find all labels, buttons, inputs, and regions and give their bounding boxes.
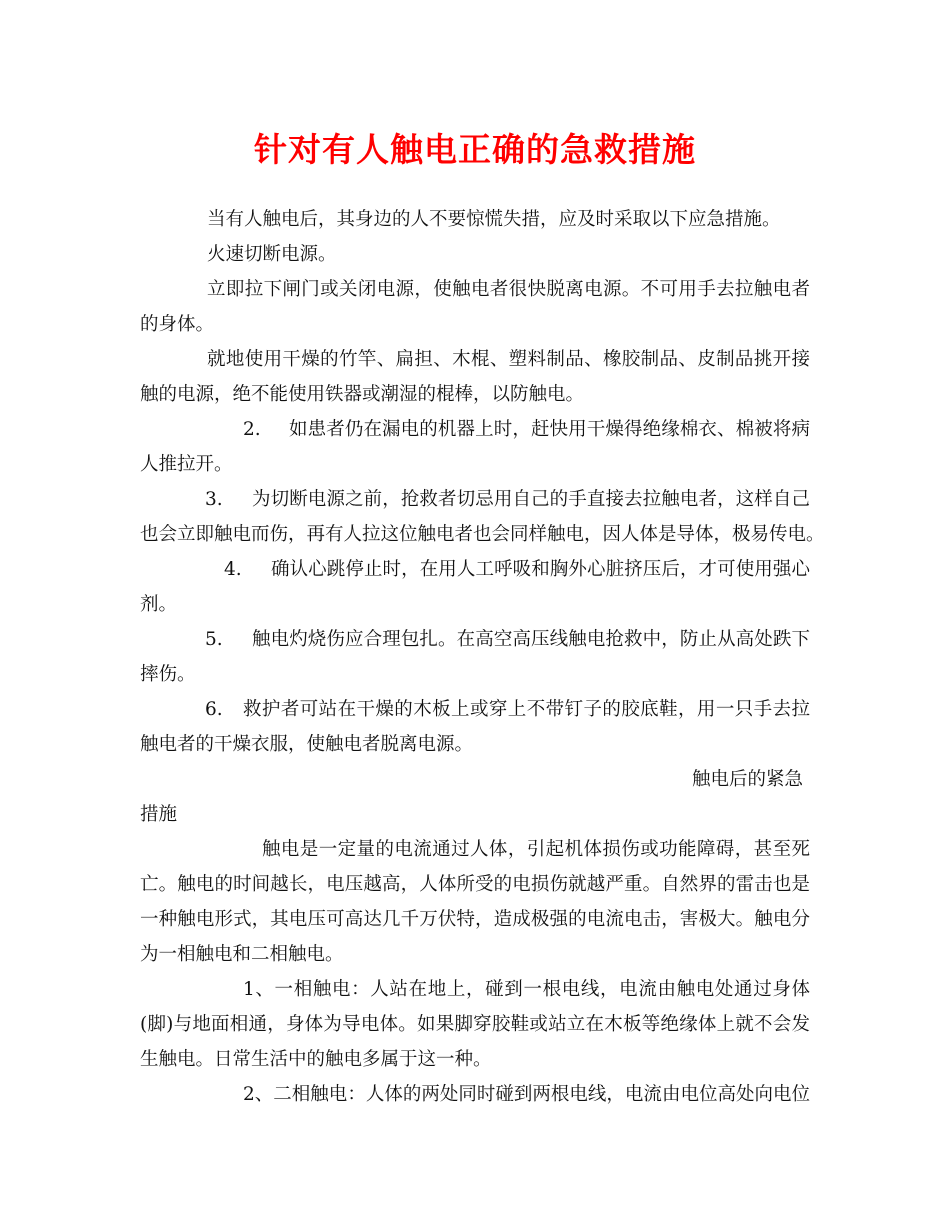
text-line: 也会立即触电而伤，再有人拉这位触电者也会同样触电，因人体是导体，极易传电。 [140, 524, 825, 545]
text-line: 生触电。日常生活中的触电多属于这一种。 [140, 1049, 492, 1070]
item-number: 5. [205, 629, 223, 650]
text-line: 火速切断电源。 [207, 244, 337, 265]
text-line: 为切断电源之前，抢救者切忌用自己的手直接去拉触电者，这样自己 [252, 489, 810, 510]
item-number: 6. [205, 699, 223, 720]
item-number: 4. [224, 559, 242, 580]
page-title: 针对有人触电正确的急救措施 [254, 130, 696, 169]
section-heading: 触电后的紧急 [692, 769, 804, 790]
text-line: 确认心跳停止时，在用人工呼吸和胸外心脏挤压后，才可使用强心 [271, 559, 810, 580]
text-line: 亡。触电的时间越长，电压越高，人体所受的电损伤就越严重。自然界的雷击也是 [140, 874, 810, 895]
text-line: 如患者仍在漏电的机器上时，赶快用干燥得绝缘棉衣、棉被将病 [289, 419, 810, 440]
text-line: 当有人触电后，其身边的人不要惊慌失措，应及时采取以下应急措施。 [207, 209, 781, 230]
text-line: 触的电源，绝不能使用铁器或潮湿的棍棒，以防触电。 [140, 384, 585, 405]
text-line: 立即拉下闸门或关闭电源，使触电者很快脱离电源。不可用手去拉触电者 [207, 279, 810, 300]
item-number: 3. [205, 489, 223, 510]
text-line: 摔伤。 [140, 664, 196, 685]
text-line: 救护者可站在干燥的木板上或穿上不带钉子的胶底鞋，用一只手去拉 [243, 699, 810, 720]
text-line: 为一相触电和二相触电。 [140, 944, 344, 965]
item-number: 2. [243, 419, 261, 440]
text-line: 剂。 [140, 594, 178, 615]
text-line: 2、二相触电：人体的两处同时碰到两根电线，电流由电位高处向电位 [243, 1084, 810, 1105]
text-line: 触电是一定量的电流通过人体，引起机体损伤或功能障碍，甚至死 [262, 839, 810, 860]
text-line: 人推拉开。 [140, 454, 233, 475]
section-heading-continued: 措施 [140, 804, 178, 825]
text-line: (脚)与地面相通，身体为导电体。如果脚穿胶鞋或站立在木板等绝缘体上就不会发 [140, 1014, 810, 1035]
text-line: 1、一相触电：人站在地上，碰到一根电线，电流由触电处通过身体 [243, 979, 810, 1000]
text-line: 一种触电形式，其电压可高达几千万伏特，造成极强的电流电击，害极大。触电分 [140, 909, 810, 930]
text-line: 的身体。 [140, 314, 215, 335]
text-line: 触电者的干燥衣服，使触电者脱离电源。 [140, 734, 474, 755]
text-line: 触电灼烧伤应合理包扎。在高空高压线触电抢救中，防止从高处跌下 [252, 629, 810, 650]
text-line: 就地使用干燥的竹竿、扁担、木棍、塑料制品、橡胶制品、皮制品挑开接 [207, 349, 810, 370]
